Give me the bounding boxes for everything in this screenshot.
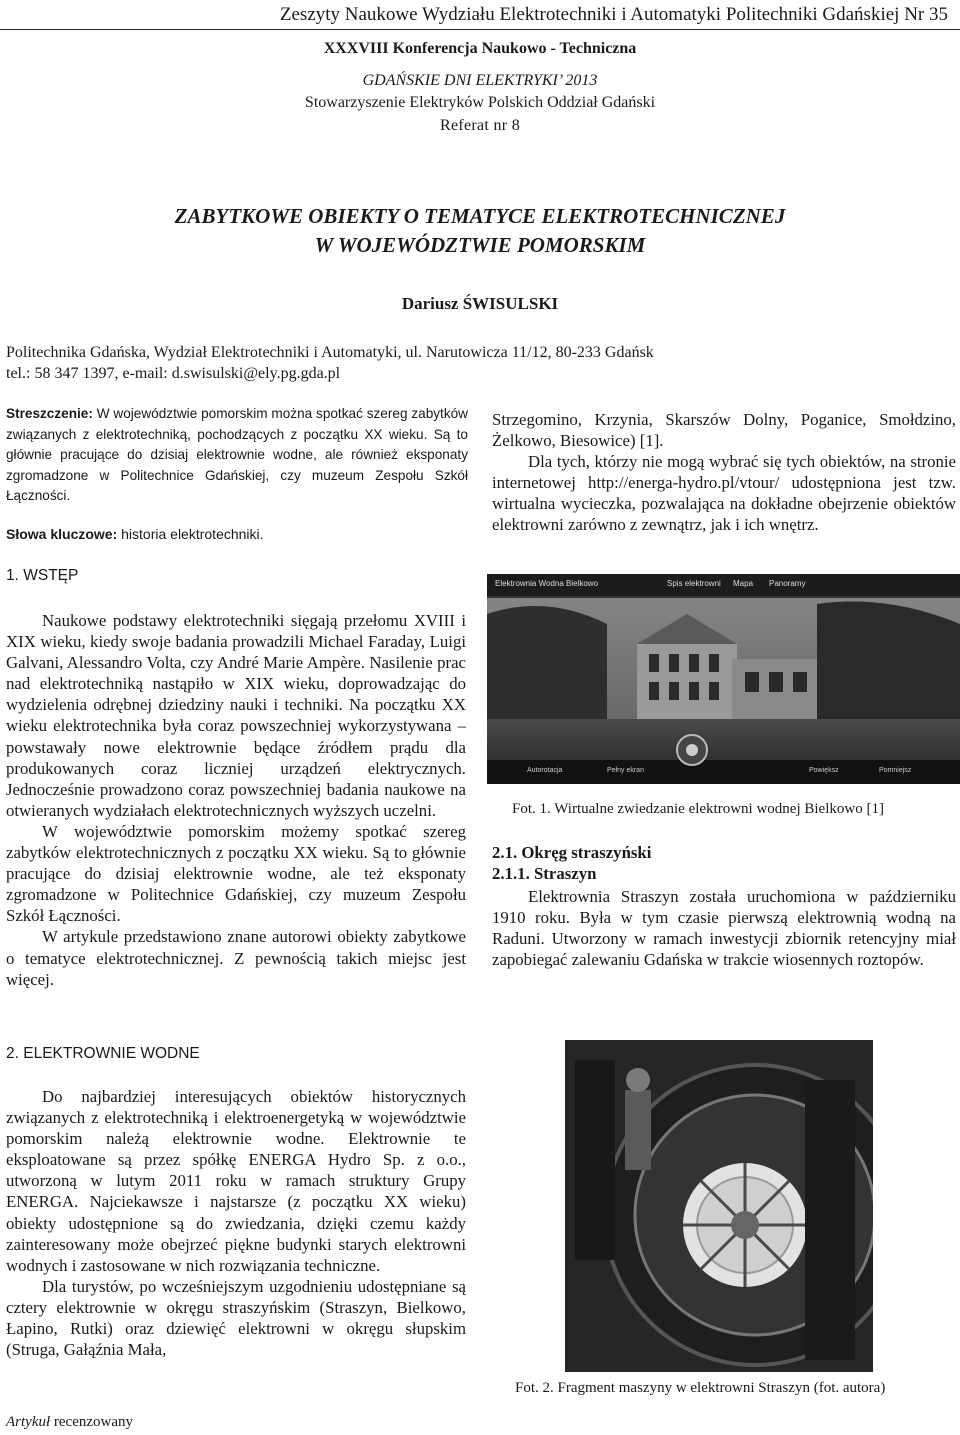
section-1-paragraph: Naukowe podstawy elektrotechniki sięgają przełomu XVIII i XIX wieku, kiedy swoje badania prowadzili Michael Faraday, Luigi Galvani, Alessandro Volta, czy André Marie Ampère. Nasilenie prac nad elektrotechniką nastąpiło w XIX wieku, doprowadzając do wydzielenia odrębnej dziedziny nauki i techniki. Na początku XX wieku elektrotechnika była coraz powszechniej wykorzystywana – powstawały nowe elektrownie będące źródłem prądu dla produkowanych coraz liczniej urządzeń elektrycznych. Jednocześnie prowadzono coraz powszechniej badania naukowe na otwieranych wydziałach elektrotechnicznych wyższych uczelni. xyxy=(6,611,466,820)
referat-number: Referat nr 8 xyxy=(439,117,520,134)
tour-control-autorotate[interactable]: Autorotacja xyxy=(527,767,563,774)
tour-menu-item[interactable]: Panoramy xyxy=(769,579,806,588)
paper-title-line2: W WOJEWÓDZTWIE POMORSKIM xyxy=(314,233,646,257)
author-affiliation xyxy=(6,342,654,384)
section-2-heading: 2. ELEKTROWNIE WODNE xyxy=(6,1045,200,1062)
tour-title: Elektrownia Wodna Bielkowo xyxy=(495,579,599,588)
section-1-paragraph: W województwie pomorskim możemy spotkać szereg zabytków elektrotechnicznych z początku XX wieku. Są to głównie pracujące do dzisiaj elektrownie wodne, ale też eksponaty zgromadzone w Politechnice Gdańskiej, czy muzeum Zespołu Szkół Łączności. xyxy=(6,821,466,926)
subsection-2-1-1-heading: 2.1.1. Straszyn xyxy=(492,864,597,883)
author-name: Dariusz ŚWISULSKI xyxy=(401,294,559,313)
section-1-body xyxy=(6,610,466,990)
footer-text: recenzowany xyxy=(50,1414,134,1430)
keywords xyxy=(6,526,264,542)
affiliation-address: Politechnika Gdańska, Wydział Elektrotechniki i Automatyki, ul. Narutowicza 11/12, 80-233 Gdańsk xyxy=(6,344,654,361)
right-paragraph: Dla tych, którzy nie mogą wybrać się tych obiektów, na stronie internetowej http://energa-hydro.pl/vtour/ udostępniona jest tzw. wirtualna wycieczka, pozwalająca na dokładne obejrzenie obiektów elektrowni zarówno z zewnątrz, jak i ich wnętrz. xyxy=(492,452,956,535)
figure-2-caption: Fot. 2. Fragment maszyny w elektrowni Straszyn (fot. autora) xyxy=(515,1380,886,1396)
affiliation-contact: tel.: 58 347 1397, e-mail: d.swisulski@ely.pg.gda.pl xyxy=(6,365,341,382)
paper-title xyxy=(0,202,960,260)
right-column-intro xyxy=(492,409,956,536)
keywords-text: historia elektrotechniki. xyxy=(117,526,264,542)
section-1-heading: 1. WSTĘP xyxy=(6,567,79,584)
machine-photo-image xyxy=(565,1040,873,1372)
straszyn-paragraph: Elektrownia Straszyn została uruchomiona w październiku 1910 roku. Była w tym czasie pierwszą elektrownią wodną na Raduni. Utworzony w ramach inwestycji zbiornik retencyjny miał zapobiegać zalewaniu Gdańska w trakcie wiosennych roztopów. xyxy=(492,887,956,970)
abstract xyxy=(6,404,468,507)
virtual-tour-figure xyxy=(487,574,960,784)
subsection-2-1-heading: 2.1. Okręg straszyński xyxy=(492,843,652,862)
keywords-label: Słowa kluczowe: xyxy=(6,526,118,542)
figure-1-caption: Fot. 1. Wirtualne zwiedzanie elektrowni wodnej Bielkowo [1] xyxy=(512,801,884,817)
abstract-text: W województwie pomorskim można spotkać szereg zabytków związanych z elektrotechniką, pochodzących z początku XX wieku. Są to głównie pracujące do dzisiaj elektrownie wodne, ale również eksponaty zgromadzone w Politechnice Gdańskiej, czy muzeum Zespołu Szkół Łączności. xyxy=(6,406,468,504)
tour-control-zoom-in[interactable]: Powiększ xyxy=(809,767,839,774)
abstract-label: Streszczenie: xyxy=(6,406,93,421)
section-1-paragraph: W artykule przedstawiono znane autorowi obiekty zabytkowe o tematyce elektrotechnicznej. Z pewnością takich miejsc jest więcej. xyxy=(6,927,466,989)
paper-title-line1: ZABYTKOWE OBIEKTY O TEMATYCE ELEKTROTECHNICZNEJ xyxy=(174,204,786,228)
footer-note xyxy=(6,1414,133,1431)
journal-title: Zeszyty Naukowe Wydziału Elektrotechniki i Automatyki Politechniki Gdańskiej Nr 35 xyxy=(279,4,948,25)
tour-menu-item[interactable]: Mapa xyxy=(733,579,754,588)
machine-photo xyxy=(565,1040,873,1372)
header-rule xyxy=(0,29,960,30)
section-2-paragraph: Dla turystów, po wcześniejszym uzgodnieniu udostępniane są cztery elektrownie w okręgu straszyńskim (Straszyn, Bielkowo, Łapino, Rutki) oraz dziewięć elektrowni w okręgu słupskim (Struga, Gałąźnia Mała, xyxy=(6,1276,466,1360)
association-name: Stowarzyszenie Elektryków Polskich Oddział Gdański xyxy=(304,94,656,111)
footer-label: Artykuł xyxy=(6,1414,51,1430)
tour-control-fullscreen[interactable]: Pełny ekran xyxy=(607,767,644,774)
tour-menu-item[interactable]: Spis elektrowni xyxy=(667,579,721,588)
tour-control-zoom-out[interactable]: Pomniejsz xyxy=(879,767,912,774)
section-2-paragraph: Do najbardziej interesujących obiektów historycznych związanych z elektrotechniką i elektroenergetyką w województwie pomorskim należą elektrownie wodne. Elektrownie te eksploatowane są przez spółkę ENERGA Hydro Sp. z o.o., utworzoną w lutym 2011 roku w ramach struktury Grupy ENERGA. Najciekawsze i najstarsze (z początku XX wieku) obiekty udostępnione są do zwiedzania, dzięki czemu każdy zainteresowany może obejrzeć piękne budynki starych elektrowni wodnych i zastosowane w nich rozwiązania techniczne. xyxy=(6,1087,466,1275)
right-paragraph: Strzegomino, Krzynia, Skarszów Dolny, Poganice, Smołdzino, Żelkowo, Biesowice) [1]. xyxy=(492,410,956,451)
event-name: GDAŃSKIE DNI ELEKTRYKI’ 2013 xyxy=(362,72,598,89)
section-2-body xyxy=(6,1086,466,1360)
straszyn-body xyxy=(492,886,956,970)
virtual-tour-image xyxy=(487,574,960,784)
conference-name: XXXVIII Konferencja Naukowo - Techniczna xyxy=(323,40,637,57)
